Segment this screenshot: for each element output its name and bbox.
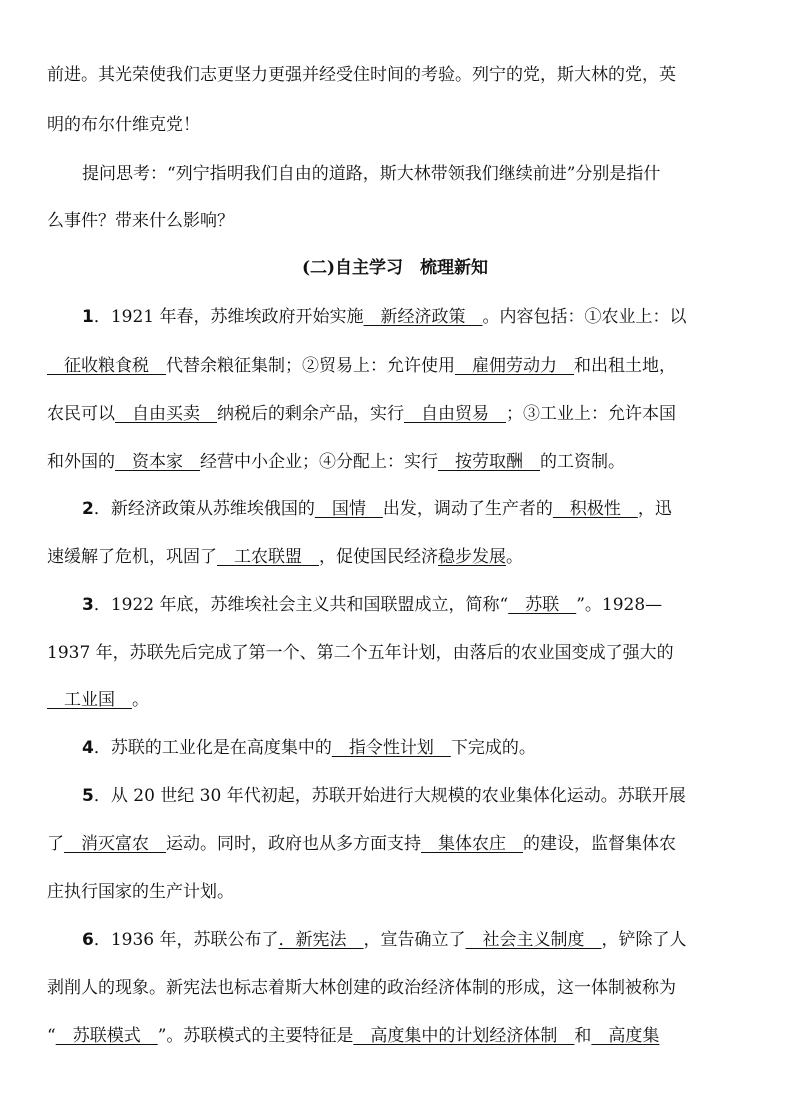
- answer-blank: 雇佣劳动力: [455, 356, 574, 376]
- answer-blank: 工农联盟: [217, 547, 319, 567]
- answer-blank: 资本家: [115, 452, 200, 472]
- item-4-line-1: 4．苏联的工业化是在高度集中的 指令性计划 下完成的。: [82, 738, 536, 758]
- item-3-line-1: 3．1922 年底，苏维埃社会主义共和国联盟成立，简称“ 苏联 ”。1928—: [82, 595, 663, 615]
- item-number: 3: [82, 595, 94, 615]
- answer-blank: 新经济政策: [363, 307, 483, 327]
- intro-line-1: 前进。其光荣使我们志更坚力更强并经受住时间的考验。列宁的党，斯大林的党，英: [47, 65, 676, 85]
- answer-blank: 苏联: [508, 595, 577, 615]
- answer-blank: 消灭富农: [64, 834, 166, 854]
- answer-blank: 苏联模式: [55, 1026, 158, 1046]
- item-3-line-2: 1937 年，苏联先后完成了第一个、第二个五年计划，由落后的农业国变成了强大的: [47, 643, 674, 663]
- item-5-line-2: 了 消灭富农 运动。同时，政府也从多方面支持 集体农庄 的建设，监督集体农: [47, 834, 676, 854]
- item-1-line-1: 1．1921 年春，苏维埃政府开始实施 新经济政策 。内容包括：①农业上：以: [82, 307, 687, 327]
- item-6-line-1: 6．1936 年，苏联公布了．新宪法 ，宣告确立了 社会主义制度 ，铲除了人: [82, 930, 687, 950]
- item-number: 6: [82, 930, 94, 950]
- question-line-2: 么事件？带来什么影响？: [47, 211, 234, 231]
- answer-blank: 工业国: [47, 690, 132, 710]
- item-1-line-3: 农民可以 自由买卖 纳税后的剩余产品，实行 自由贸易 ；③工业上：允许本国: [47, 404, 676, 424]
- question-line-1: 提问思考：“列宁指明我们自由的道路，斯大林带领我们继续前进”分别是指什: [82, 164, 661, 184]
- answer-blank: 积极性: [552, 499, 638, 519]
- item-number: 1: [82, 307, 94, 327]
- answer-blank: 社会主义制度: [465, 930, 602, 950]
- answer-blank: 高度集: [591, 1026, 660, 1046]
- item-5-line-1: 5．从 20 世纪 30 年代初起，苏联开始进行大规模的农业集体化运动。苏联开展: [82, 786, 686, 806]
- item-1-line-2: 征收粮食税 代替余粮征集制；②贸易上：允许使用 雇佣劳动力 和出租土地，: [47, 356, 676, 376]
- answer-blank: 按劳取酬: [438, 452, 540, 472]
- item-6-line-2: 剥削人的现象。新宪法也标志着斯大林创建的政治经济体制的形成，这一体制被称为: [47, 978, 676, 998]
- item-1-line-4: 和外国的 资本家 经营中小企业；④分配上：实行 按劳取酬 的工资制。: [47, 452, 625, 472]
- answer-blank: 集体农庄: [421, 834, 523, 854]
- answer-blank: 自由贸易: [404, 404, 506, 424]
- answer-blank: 国情: [314, 499, 383, 519]
- item-2-line-1: 2．新经济政策从苏维埃俄国的 国情 出发，调动了生产者的 积极性 ，迅: [82, 499, 672, 519]
- item-2-line-2: 速缓解了危机，巩固了 工农联盟 ，促使国民经济稳步发展。: [47, 547, 523, 567]
- answer-blank: 征收粮食税: [47, 356, 166, 376]
- answer-blank: 指令性计划: [331, 738, 451, 758]
- answer-blank: 稳步发展: [438, 547, 506, 567]
- item-6-line-3: “ 苏联模式 ”。苏联模式的主要特征是 高度集中的计划经济体制 和 高度集: [47, 1026, 660, 1046]
- section-heading: (二)自主学习 梳理新知: [301, 258, 489, 278]
- intro-line-2: 明的布尔什维克党！: [47, 115, 200, 135]
- item-number: 4: [82, 738, 94, 758]
- item-number: 5: [82, 786, 94, 806]
- answer-blank: 自由买卖: [115, 404, 217, 424]
- item-number: 2: [82, 499, 94, 519]
- answer-blank: 高度集中的计划经济体制: [353, 1026, 575, 1046]
- answer-blank: ．新宪法: [278, 930, 364, 950]
- item-5-line-3: 庄执行国家的生产计划。: [47, 882, 234, 902]
- item-3-line-3: 工业国 。: [47, 690, 149, 710]
